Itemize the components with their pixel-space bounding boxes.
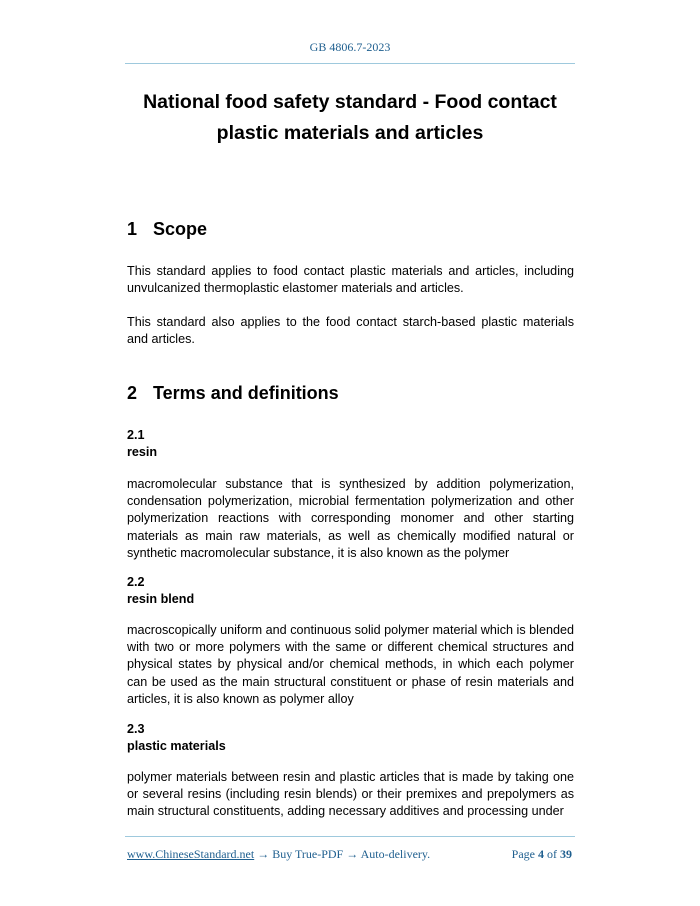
buy-true-pdf-link[interactable]: Buy True-PDF (272, 847, 344, 861)
page-current: 4 (538, 847, 544, 861)
footer-promo (127, 847, 430, 862)
arrow-icon: → (346, 847, 359, 861)
section-1-heading (127, 219, 207, 240)
scope-paragraph-2: This standard also applies to the food contact starch-based plastic materials and articles. (127, 315, 574, 347)
running-header: GB 4806.7-2023 (309, 40, 391, 54)
footer-divider (125, 836, 575, 837)
term-definition: macromolecular substance that is synthesized by addition polymerization, condensation polymerization, microbial fermentation polymerization and other polymerization reactions with corresponding monomer and other starting materials as main raw materials, as well as chemically modified natural or synthetic macromolecular substance, it is also known as the polymer (127, 477, 574, 560)
site-link[interactable]: www.ChineseStandard.net (127, 847, 255, 861)
term-definition: polymer materials between resin and plastic articles that is made by taking one or several resins (including resin blends) or their premixes and prepolymers as main structural constituents, adding necessary additives and processing under (127, 770, 574, 819)
document-title (80, 87, 620, 149)
page-number (512, 847, 572, 862)
title-line-2: plastic materials and articles (216, 122, 484, 144)
page-label: Page (511, 847, 535, 861)
term-name: resin (127, 445, 158, 459)
page-total: 39 (560, 847, 572, 861)
arrow-icon: → (257, 847, 270, 861)
section-2-number: 2 (127, 383, 138, 403)
term-number: 2.2 (127, 575, 145, 589)
term-number: 2.1 (127, 428, 145, 442)
section-1-number: 1 (127, 219, 138, 239)
scope-paragraph-1: This standard applies to food contact plastic materials and articles, including unvulcanized thermoplastic elastomer materials and articles. (127, 264, 574, 296)
term-name: resin blend (127, 592, 195, 606)
title-line-1: National food safety standard - Food contact (143, 91, 557, 113)
page-of: of (547, 847, 557, 861)
section-2-heading (127, 383, 339, 404)
term-number: 2.3 (127, 722, 145, 736)
section-1-title: Scope (153, 219, 208, 239)
term-definition: macroscopically uniform and continuous solid polymer material which is blended with two or more polymers with the same or different chemical structures and physical states by physical and/or chemical methods, in which each polymer can be used as the main structural constituent or phase of resin materials and articles, it is also known as polymer alloy (127, 623, 574, 706)
section-2-title: Terms and definitions (153, 383, 339, 403)
term-name: plastic materials (127, 739, 226, 753)
header-divider (125, 63, 575, 64)
auto-delivery-text: Auto-delivery. (360, 847, 431, 861)
